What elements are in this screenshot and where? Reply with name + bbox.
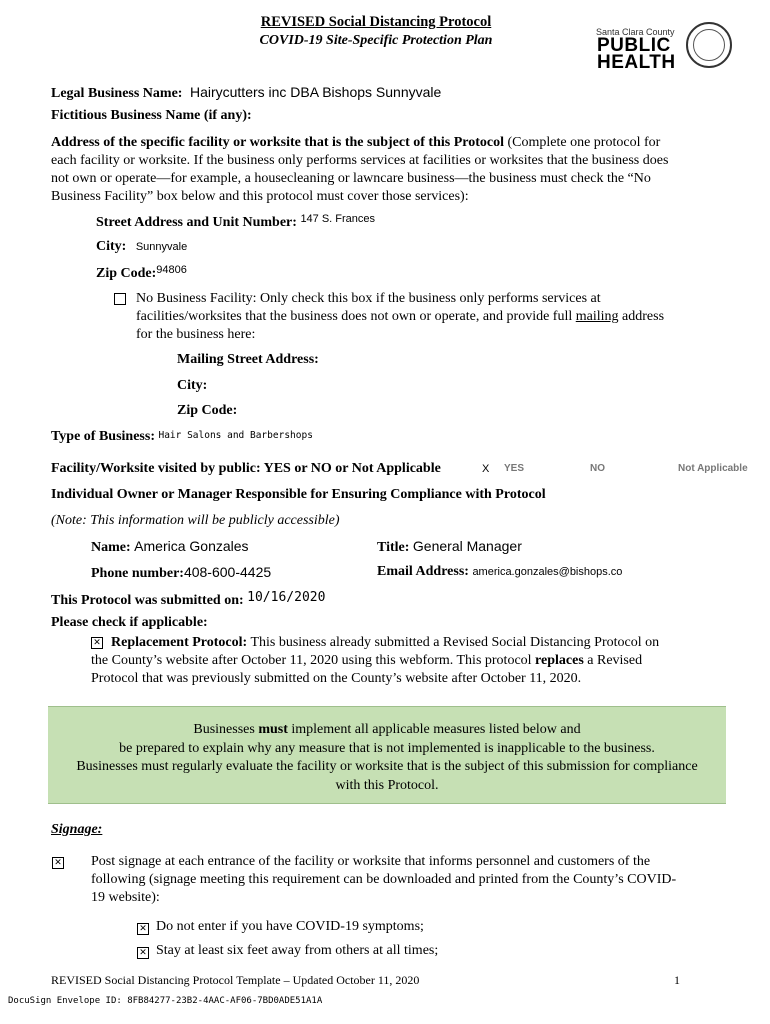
replacement-bold: Replacement Protocol: bbox=[111, 635, 248, 650]
owner-phone-row bbox=[91, 564, 271, 582]
zip-row bbox=[96, 264, 187, 282]
notice-line-2: be prepared to explain why any measure that is not implemented is inapplicable to the business. bbox=[119, 740, 655, 756]
replacement-line-3: Protocol that was previously submitted on the County’s website after October 11, 2020. bbox=[91, 671, 582, 686]
address-note-4: Business Facility” box below and this protocol must cover those services): bbox=[51, 189, 469, 204]
city-value[interactable]: Sunnyvale bbox=[135, 241, 188, 253]
county-seal-inner bbox=[693, 29, 725, 61]
submitted-row bbox=[51, 590, 325, 609]
signage-line-3: 19 website): bbox=[91, 890, 160, 905]
city-label: City: bbox=[96, 239, 127, 254]
mailing-city-label: City: bbox=[177, 378, 208, 393]
owner-title-label: Title: bbox=[377, 540, 410, 555]
visited-mark[interactable]: X bbox=[482, 463, 490, 475]
replacement-line-2b: replaces bbox=[535, 653, 584, 668]
owner-email-value[interactable]: america.gonzales@bishops.co bbox=[472, 566, 623, 578]
owner-name-value[interactable]: America Gonzales bbox=[134, 538, 249, 554]
owner-phone-label: Phone number: bbox=[91, 566, 184, 581]
visited-yes[interactable]: YES bbox=[504, 463, 525, 474]
owner-note: (Note: This information will be publicly accessible) bbox=[51, 513, 340, 528]
replacement-line-1: This business already submitted a Revised Social Distancing Protocol on bbox=[247, 635, 660, 650]
mailing-street-label: Mailing Street Address: bbox=[177, 352, 319, 367]
city-row bbox=[96, 239, 187, 255]
replacement-text bbox=[91, 634, 731, 688]
no-facility-line-2: facilities/worksites that the business does not own or operate, and provide full bbox=[136, 309, 576, 324]
notice-line-1c: implement all applicable measures listed below and bbox=[287, 722, 581, 737]
replacement-checkbox[interactable]: ✕ bbox=[91, 635, 103, 651]
replacement-line-2c: a Revised bbox=[583, 653, 643, 668]
signage-heading: Signage: bbox=[51, 822, 103, 837]
no-facility-checkbox[interactable] bbox=[114, 291, 126, 307]
notice-line-3: Businesses must regularly evaluate the facility or worksite that is the subject of this submission for compliance bbox=[76, 759, 698, 774]
logo-county-text: Santa Clara County bbox=[596, 27, 675, 37]
no-facility-text bbox=[136, 290, 736, 344]
visited-label: Facility/Worksite visited by public: YES or NO or Not Applicable bbox=[51, 461, 441, 476]
document-title: REVISED Social Distancing Protocol bbox=[260, 14, 492, 30]
street-value[interactable]: 147 S. Frances bbox=[300, 213, 376, 225]
street-label: Street Address and Unit Number: bbox=[96, 215, 297, 230]
signage-sub-2-checkbox[interactable]: ✕ bbox=[137, 945, 149, 961]
signage-line-2: following (signage meeting this requirement can be downloaded and printed from the County’s COVID- bbox=[91, 872, 677, 887]
signage-sub-1-checkbox[interactable]: ✕ bbox=[137, 921, 149, 937]
footer-template: REVISED Social Distancing Protocol Template – Updated October 11, 2020 bbox=[51, 973, 420, 987]
signage-checkbox[interactable]: ✕ bbox=[52, 855, 64, 871]
submitted-label: This Protocol was submitted on: bbox=[51, 593, 244, 608]
zip-label: Zip Code: bbox=[96, 266, 157, 281]
legal-name-row bbox=[51, 84, 441, 102]
address-note-2: each facility or worksite. If the business only performs services at facilities or worksites that the business does bbox=[51, 153, 669, 168]
owner-name-row bbox=[91, 538, 249, 556]
footer-page-number: 1 bbox=[674, 973, 680, 987]
owner-title-row bbox=[377, 538, 522, 556]
legal-name-label: Legal Business Name: bbox=[51, 86, 183, 101]
owner-email-label: Email Address: bbox=[377, 564, 469, 579]
owner-heading: Individual Owner or Manager Responsible for Ensuring Compliance with Protocol bbox=[51, 487, 546, 502]
no-facility-line-3: for the business here: bbox=[136, 327, 256, 342]
notice-line-1a: Businesses bbox=[193, 722, 259, 737]
notice-must: must bbox=[258, 722, 288, 737]
docusign-envelope-id: DocuSign Envelope ID: 8FB84277-23B2-4AAC-AF06-7BD0ADE51A1A bbox=[8, 996, 323, 1006]
signage-sub-2: Stay at least six feet away from others at all times; bbox=[156, 943, 439, 958]
visited-na[interactable]: Not Applicable bbox=[678, 463, 748, 474]
fictitious-name-label: Fictitious Business Name (if any): bbox=[51, 108, 252, 123]
signage-line-1: Post signage at each entrance of the facility or worksite that informs personnel and customers of the bbox=[91, 854, 651, 869]
submitted-value[interactable]: 10/16/2020 bbox=[247, 590, 326, 605]
mailing-zip-label: Zip Code: bbox=[177, 403, 238, 418]
logo-health-text: HEALTH bbox=[597, 52, 676, 73]
notice-line-4: with this Protocol. bbox=[335, 777, 439, 793]
owner-email-row bbox=[377, 564, 622, 580]
owner-name-label: Name: bbox=[91, 540, 131, 555]
notice-box bbox=[48, 706, 726, 804]
signage-text bbox=[91, 853, 731, 907]
owner-phone-value[interactable]: 408-600-4425 bbox=[183, 564, 272, 580]
zip-value[interactable]: 94806 bbox=[156, 264, 187, 276]
document-subtitle: COVID-19 Site-Specific Protection Plan bbox=[259, 33, 493, 48]
no-facility-line-2b: address bbox=[618, 309, 665, 324]
owner-title-value[interactable]: General Manager bbox=[412, 538, 522, 554]
address-note-3: not own or operate—for example, a housecleaning or lawncare business—the business must check the “No bbox=[51, 171, 651, 186]
type-label: Type of Business: bbox=[51, 429, 155, 444]
no-facility-mailing: mailing bbox=[575, 309, 619, 324]
logo-public-text: PUBLIC bbox=[597, 35, 671, 56]
public-health-logo bbox=[597, 37, 676, 71]
address-heading: Address of the specific facility or worksite that is the subject of this Protocol bbox=[51, 135, 504, 150]
address-note-1: (Complete one protocol for bbox=[504, 135, 661, 150]
signage-sub-1: Do not enter if you have COVID-19 symptoms; bbox=[156, 919, 424, 934]
check-applicable-label: Please check if applicable: bbox=[51, 615, 208, 630]
replacement-line-2a: the County’s website after October 11, 2020 using this webform. This protocol bbox=[91, 653, 536, 668]
street-row bbox=[96, 213, 375, 231]
visited-no[interactable]: NO bbox=[590, 463, 605, 474]
type-value[interactable]: Hair Salons and Barbershops bbox=[158, 430, 313, 441]
address-paragraph bbox=[51, 134, 751, 206]
no-facility-line-1: No Business Facility: Only check this box if the business only performs services at bbox=[136, 291, 601, 306]
legal-name-value[interactable]: Hairycutters inc DBA Bishops Sunnyvale bbox=[189, 84, 442, 100]
type-row bbox=[51, 429, 313, 445]
